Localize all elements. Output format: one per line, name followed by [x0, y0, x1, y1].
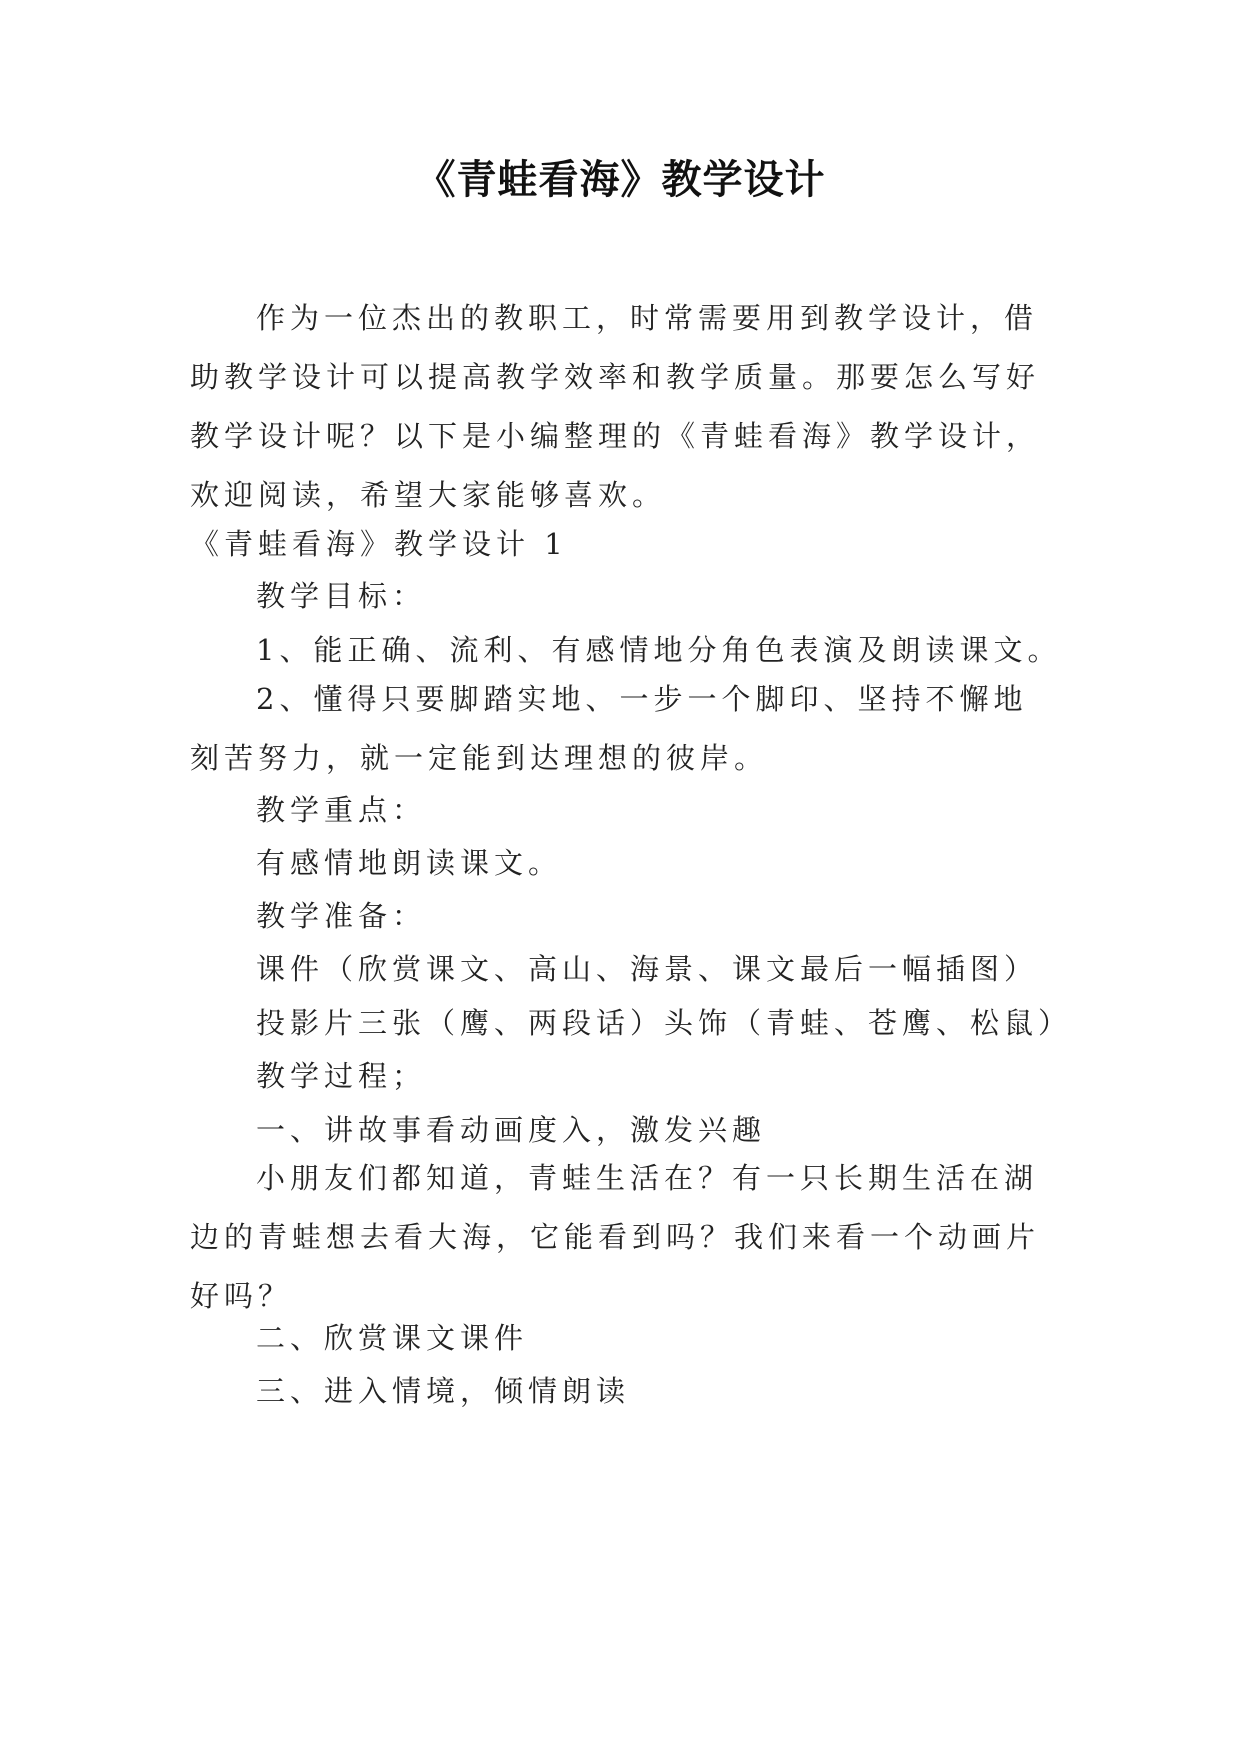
prep-item-2: 投影片三张（鹰、两段话）头饰（青蛙、苍鹰、松鼠）	[256, 1006, 1073, 1040]
goals-label: 教学目标：	[256, 579, 427, 613]
section-heading: 《青蛙看海》教学设计 1	[190, 527, 568, 561]
page-title: 《青蛙看海》教学设计	[415, 157, 826, 203]
goal-item-1: 1、能正确、流利、有感情地分角色表演及朗读课文。	[256, 633, 1062, 667]
goal-item-2: 2、懂得只要脚踏实地、一步一个脚印、坚持不懈地刻苦努力，就一定能到达理想的彼岸。	[190, 682, 1028, 775]
prep-item-1: 课件（欣赏课文、高山、海景、课文最后一幅插图）	[256, 952, 1039, 986]
step-1-paragraph: 小朋友们都知道，青蛙生活在？有一只长期生活在湖边的青蛙想去看大海，它能看到吗？我们来看一个动画片好吗？	[190, 1161, 1041, 1313]
intro-paragraph: 作为一位杰出的教职工，时常需要用到教学设计，借助教学设计可以提高教学效率和教学质量。那要怎么写好教学设计呢？以下是小编整理的《青蛙看海》教学设计，欢迎阅读，希望大家能够喜欢。	[190, 301, 1041, 512]
step-3-heading: 三、进入情境，倾情朗读	[256, 1374, 631, 1408]
process-label: 教学过程；	[256, 1059, 427, 1093]
focus-text: 有感情地朗读课文。	[256, 846, 563, 880]
focus-label: 教学重点：	[256, 793, 427, 827]
step-1-heading: 一、讲故事看动画度入，激发兴趣	[256, 1113, 767, 1147]
prep-label: 教学准备：	[256, 899, 427, 933]
step-2-heading: 二、欣赏课文课件	[256, 1321, 529, 1355]
